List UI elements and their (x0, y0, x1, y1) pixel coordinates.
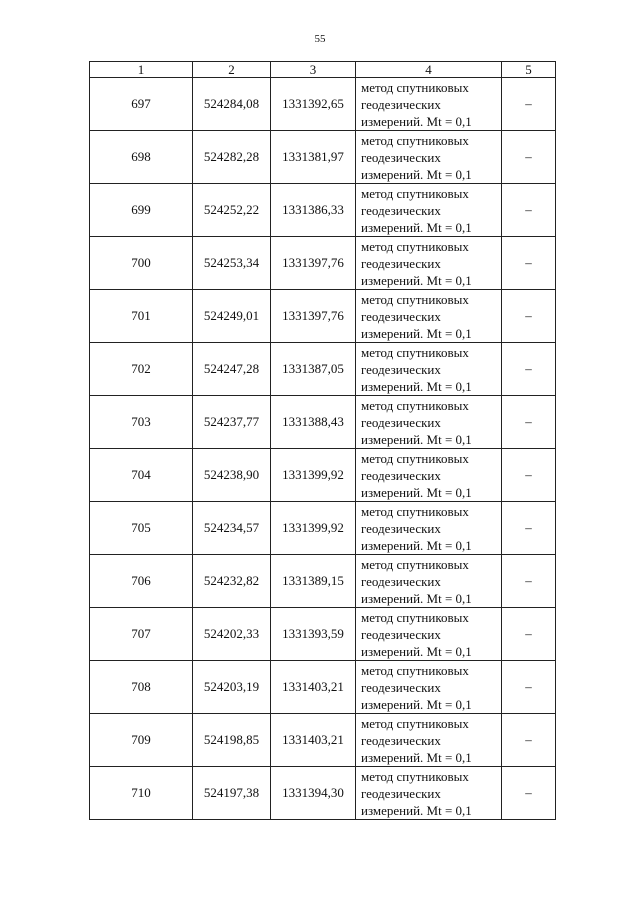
table-row (90, 608, 556, 661)
method-cell: метод спутниковых геодезических измерений. Mt = 0,1 (356, 449, 502, 502)
method-cell: метод спутниковых геодезических измерений. Mt = 0,1 (356, 131, 502, 184)
table-row (90, 290, 556, 343)
point-number-cell: 697 (90, 78, 193, 131)
x-coordinate-cell: 524237,77 (193, 396, 271, 449)
point-number-cell: 703 (90, 396, 193, 449)
point-number-cell: 702 (90, 343, 193, 396)
table-row (90, 131, 556, 184)
y-coordinate-cell: 1331403,21 (271, 661, 356, 714)
x-coordinate-cell: 524232,82 (193, 555, 271, 608)
header-col-5: 5 (502, 62, 556, 78)
y-coordinate-cell: 1331397,76 (271, 290, 356, 343)
header-col-4: 4 (356, 62, 502, 78)
x-coordinate-cell: 524247,28 (193, 343, 271, 396)
y-coordinate-cell: 1331381,97 (271, 131, 356, 184)
method-cell: метод спутниковых геодезических измерений. Mt = 0,1 (356, 396, 502, 449)
note-cell: – (502, 184, 556, 237)
point-number-cell: 710 (90, 767, 193, 820)
point-number-cell: 707 (90, 608, 193, 661)
point-number-cell: 698 (90, 131, 193, 184)
point-number-cell: 700 (90, 237, 193, 290)
point-number-cell: 705 (90, 502, 193, 555)
header-col-2: 2 (193, 62, 271, 78)
point-number-cell: 709 (90, 714, 193, 767)
y-coordinate-cell: 1331389,15 (271, 555, 356, 608)
note-cell: – (502, 714, 556, 767)
table-row (90, 449, 556, 502)
table-row (90, 184, 556, 237)
table-row (90, 502, 556, 555)
note-cell: – (502, 502, 556, 555)
x-coordinate-cell: 524249,01 (193, 290, 271, 343)
note-cell: – (502, 343, 556, 396)
header-col-3: 3 (271, 62, 356, 78)
table-row (90, 396, 556, 449)
table-row (90, 343, 556, 396)
method-cell: метод спутниковых геодезических измерений. Mt = 0,1 (356, 661, 502, 714)
x-coordinate-cell: 524238,90 (193, 449, 271, 502)
point-number-cell: 699 (90, 184, 193, 237)
x-coordinate-cell: 524198,85 (193, 714, 271, 767)
note-cell: – (502, 767, 556, 820)
note-cell: – (502, 396, 556, 449)
x-coordinate-cell: 524253,34 (193, 237, 271, 290)
method-cell: метод спутниковых геодезических измерений. Mt = 0,1 (356, 184, 502, 237)
point-number-cell: 706 (90, 555, 193, 608)
note-cell: – (502, 608, 556, 661)
method-cell: метод спутниковых геодезических измерений. Mt = 0,1 (356, 237, 502, 290)
table-row (90, 767, 556, 820)
x-coordinate-cell: 524203,19 (193, 661, 271, 714)
table-row (90, 78, 556, 131)
y-coordinate-cell: 1331386,33 (271, 184, 356, 237)
method-cell: метод спутниковых геодезических измерений. Mt = 0,1 (356, 78, 502, 131)
y-coordinate-cell: 1331403,21 (271, 714, 356, 767)
method-cell: метод спутниковых геодезических измерений. Mt = 0,1 (356, 608, 502, 661)
y-coordinate-cell: 1331399,92 (271, 502, 356, 555)
note-cell: – (502, 555, 556, 608)
note-cell: – (502, 237, 556, 290)
y-coordinate-cell: 1331394,30 (271, 767, 356, 820)
table-row (90, 237, 556, 290)
y-coordinate-cell: 1331392,65 (271, 78, 356, 131)
method-cell: метод спутниковых геодезических измерений. Mt = 0,1 (356, 555, 502, 608)
x-coordinate-cell: 524282,28 (193, 131, 271, 184)
point-number-cell: 701 (90, 290, 193, 343)
header-col-1: 1 (90, 62, 193, 78)
method-cell: метод спутниковых геодезических измерений. Mt = 0,1 (356, 714, 502, 767)
table-row (90, 555, 556, 608)
method-cell: метод спутниковых геодезических измерений. Mt = 0,1 (356, 290, 502, 343)
y-coordinate-cell: 1331393,59 (271, 608, 356, 661)
point-number-cell: 704 (90, 449, 193, 502)
note-cell: – (502, 131, 556, 184)
x-coordinate-cell: 524284,08 (193, 78, 271, 131)
x-coordinate-cell: 524202,33 (193, 608, 271, 661)
method-cell: метод спутниковых геодезических измерений. Mt = 0,1 (356, 502, 502, 555)
note-cell: – (502, 78, 556, 131)
note-cell: – (502, 290, 556, 343)
table-row (90, 661, 556, 714)
method-cell: метод спутниковых геодезических измерений. Mt = 0,1 (356, 343, 502, 396)
table-row (90, 714, 556, 767)
x-coordinate-cell: 524234,57 (193, 502, 271, 555)
y-coordinate-cell: 1331388,43 (271, 396, 356, 449)
y-coordinate-cell: 1331387,05 (271, 343, 356, 396)
method-cell: метод спутниковых геодезических измерений. Mt = 0,1 (356, 767, 502, 820)
note-cell: – (502, 449, 556, 502)
note-cell: – (502, 661, 556, 714)
table-header-row (90, 62, 556, 78)
page-number: 55 (314, 33, 326, 45)
y-coordinate-cell: 1331399,92 (271, 449, 356, 502)
y-coordinate-cell: 1331397,76 (271, 237, 356, 290)
point-number-cell: 708 (90, 661, 193, 714)
x-coordinate-cell: 524197,38 (193, 767, 271, 820)
table-body (90, 78, 556, 820)
coordinates-table (89, 61, 556, 820)
x-coordinate-cell: 524252,22 (193, 184, 271, 237)
